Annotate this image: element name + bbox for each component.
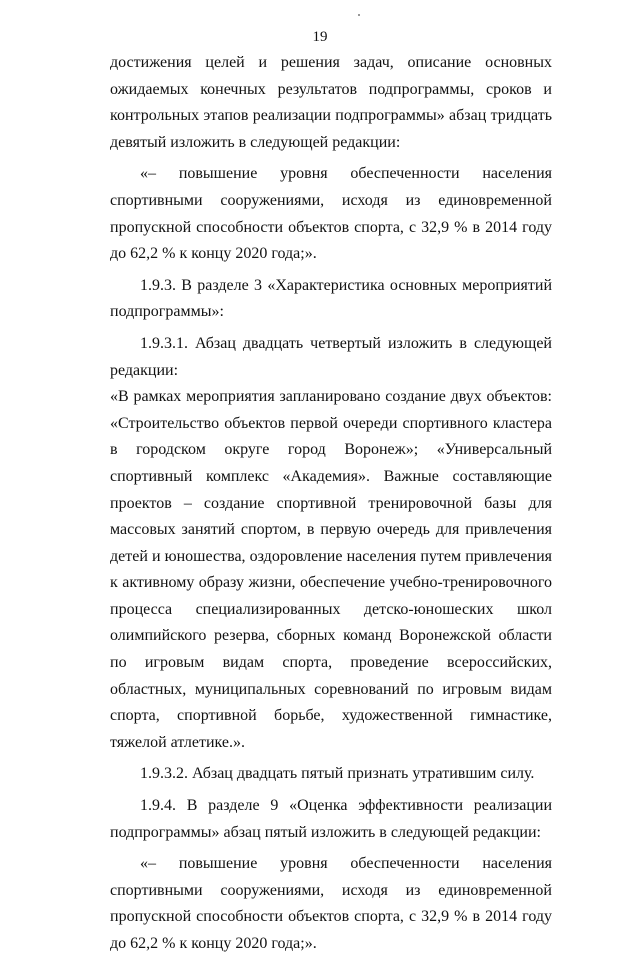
paragraph-item-1-9-3-2: 1.9.3.2. Абзац двадцать пятый признать утратившим силу. (140, 765, 535, 783)
paragraph-item-1-9-3-1: 1.9.3.1. Абзац двадцать четвертый изложить в следующей редакции: (110, 334, 552, 379)
paragraph-continuation: достижения целей и решения задач, описание основных ожидаемых конечных результатов подпрограммы, сроков и контрольных этапов реализации подпрограммы» абзац тридцать девятый изложить в следующей редакции: (110, 54, 552, 151)
paragraph-item-1-9-3: 1.9.3. В разделе 3 «Характеристика основных мероприятий подпрограммы»: (110, 276, 552, 321)
document-body (110, 50, 552, 958)
paragraph-quote-1: «– повышение уровня обеспеченности населения спортивными сооружениями, исходя из единовременной пропускной способности объектов спорта, с 32,9 % в 2014 году до 62,2 % к концу 2020 года;». (110, 165, 552, 263)
page-number: 19 (312, 29, 328, 45)
scan-speck (358, 14, 360, 16)
paragraph-quote-3: «– повышение уровня обеспеченности населения спортивными сооружениями, исходя из единовременной пропускной способности объектов спорта, с 32,9 % в 2014 году до 62,2 % к концу 2020 года;». (110, 855, 552, 952)
paragraph-quote-2: «В рамках мероприятия запланировано создание двух объектов: «Строительство объектов первой очереди спортивного кластера в городском округе город Воронеж»; «Универсальный спортивный комплекс «Академия». Важные составляющие проектов – создание спортивной тренировочной базы для массовых занятий спортом, в первую очередь для привлечения детей и юношества, оздоровление населения путем привлечения к активному образу жизни, обеспечение учебно-тренировочного процесса специализированных детско-юношеских школ олимпийского резерва, сборных команд Воронежской области по игровым видам спорта, проведение всероссийских, областных, муниципальных соревнований по игровым видам спорта, спортивной борьбе, художественной гимнастике, тяжелой атлетике.». (110, 388, 552, 751)
paragraph-item-1-9-4: 1.9.4. В разделе 9 «Оценка эффективности реализации подпрограммы» абзац пятый изложить в следующей редакции: (110, 797, 552, 841)
